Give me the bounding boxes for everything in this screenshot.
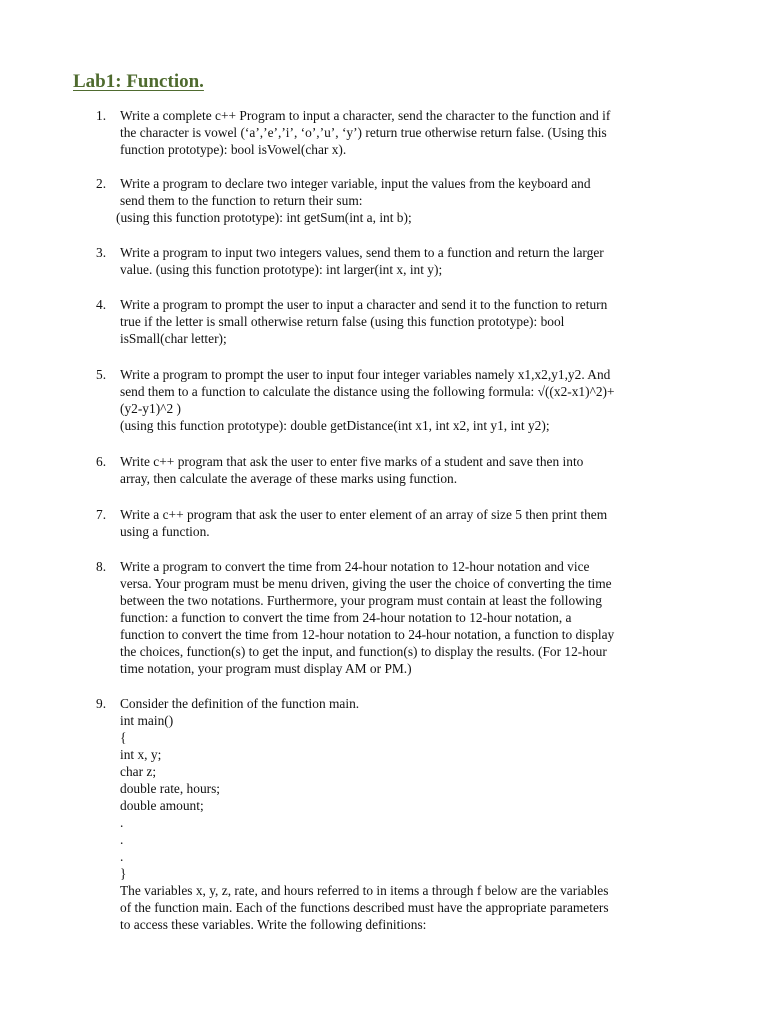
question-text: Write a program to convert the time from 24-hour notation to 12-hour notation and vice versa. Your program must be menu driven, giving the user the choice of converting the time between the two notations. Furthermore, your program must contain at least the following function: a function to convert the time from 24-hour notation to 12-hour notation, a function to convert the time from 12-hour notation to 24-hour notation, a function to display the choices, function(s) to get the input, and function(s) to display the results. (For 12-hour time notation, your program must display AM or PM.) xyxy=(120,559,615,676)
question-number: 1. xyxy=(96,108,107,123)
question-number: 9. xyxy=(96,696,107,711)
question-4 xyxy=(96,296,706,347)
question-text: Write a program to input two integers values, send them to a function and return the larger value. (using this function prototype): int larger(int x, int y); xyxy=(120,245,604,277)
question-text: Write c++ program that ask the user to enter five marks of a student and save then into array, then calculate the average of these marks using function. xyxy=(120,454,584,486)
question-8 xyxy=(96,558,706,677)
question-7 xyxy=(96,506,706,540)
question-text: Write a c++ program that ask the user to enter element of an array of size 5 then print them using a function. xyxy=(120,507,608,539)
question-text: Write a complete c++ Program to input a character, send the character to the function and if the character is vowel (‘a’,’e’,’i’, ‘o’,’u’, ‘y’) return true otherwise return false. (Using this function prototype): bool isVowel(char x). xyxy=(120,108,611,157)
question-text: Write a program to prompt the user to input a character and send it to the function to return true if the letter is small otherwise return false (using this function prototype): bool isSmall(char letter); xyxy=(120,297,608,346)
question-number: 7. xyxy=(96,507,107,522)
question-number: 2. xyxy=(96,176,107,191)
question-number: 4. xyxy=(96,297,107,312)
question-5 xyxy=(96,366,706,434)
question-number: 6. xyxy=(96,454,107,469)
question-6 xyxy=(96,453,706,487)
question-number: 3. xyxy=(96,245,107,260)
question-text: Consider the definition of the function main. int main() { int x, y; char z; double rate, hours; double amount; . . . } The variables x, y, z, rate, and hours referred to in items a through f below are the variables of the function main. Each of the functions described must have the appropriate parameters to access these variables. Write the following definitions: xyxy=(120,695,706,933)
question-text: Write a program to prompt the user to input four integer variables namely x1,x2,y1,y2. And send them to a function to calculate the distance using the following formula: √((x2-x1)^2)+ (y2-y1)^2 ) (using this function prototype): double getDistance(int x1, int x2, int y1, int y2); xyxy=(120,367,615,433)
question-2 xyxy=(96,175,706,226)
question-number: 8. xyxy=(96,559,107,574)
question-9 xyxy=(96,695,706,933)
question-number: 5. xyxy=(96,367,107,382)
question-3 xyxy=(96,244,706,278)
code-block: int main() { int x, y; char z; double rate, hours; double amount; . . . } xyxy=(120,713,221,881)
question-text: Write a program to declare two integer variable, input the values from the keyboard and send them to the function to return their sum: (using this function prototype): int getSum(int a, int b); xyxy=(116,176,591,225)
question-1 xyxy=(96,107,706,158)
page-title: Lab1: Function. xyxy=(73,71,204,92)
